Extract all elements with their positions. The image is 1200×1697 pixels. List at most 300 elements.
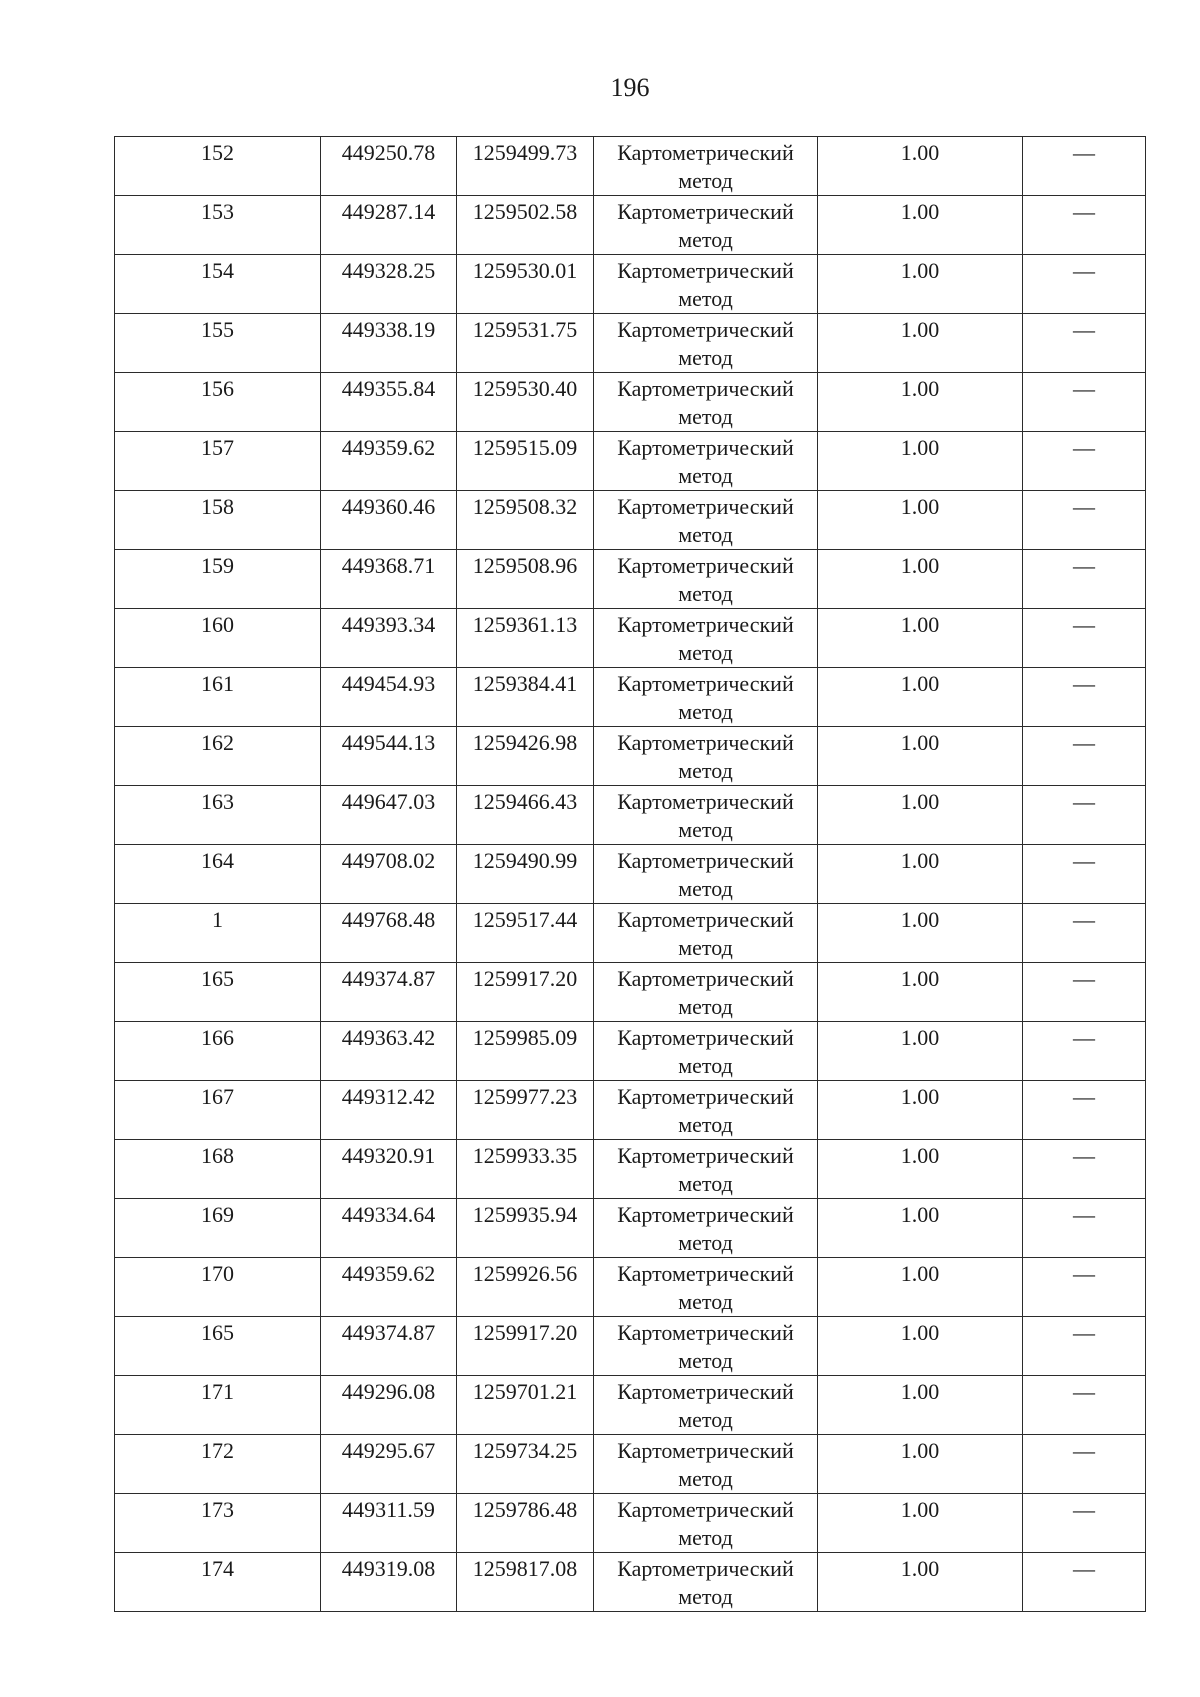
method-cell <box>594 609 818 668</box>
table-row <box>115 1140 1146 1199</box>
note-cell-text: — <box>1073 1084 1095 1109</box>
method-cell <box>594 727 818 786</box>
method-line-2: метод <box>678 1289 733 1314</box>
method-line-2: метод <box>678 758 733 783</box>
point-number-cell <box>115 904 321 963</box>
accuracy-cell-text: 1.00 <box>900 317 940 342</box>
method-line-1: Картометрический <box>617 1497 794 1522</box>
note-cell <box>1023 491 1146 550</box>
accuracy-cell <box>818 1494 1023 1553</box>
point-number-cell-text: 160 <box>201 612 234 637</box>
method-line-1: Картометрический <box>617 789 794 814</box>
accuracy-cell <box>818 845 1023 904</box>
method-cell <box>594 1494 818 1553</box>
table-row <box>115 1081 1146 1140</box>
point-number-cell-text: 169 <box>201 1202 234 1227</box>
method-line-2: метод <box>678 640 733 665</box>
y-coordinate-cell <box>457 1199 594 1258</box>
accuracy-cell <box>818 1199 1023 1258</box>
note-cell-text: — <box>1073 907 1095 932</box>
point-number-cell-text: 153 <box>201 199 234 224</box>
y-coordinate-cell <box>457 1022 594 1081</box>
note-cell <box>1023 786 1146 845</box>
accuracy-cell-text: 1.00 <box>900 848 940 873</box>
method-cell <box>594 432 818 491</box>
point-number-cell <box>115 668 321 727</box>
y-coordinate-cell <box>457 1317 594 1376</box>
y-coordinate-cell-text: 1259701.21 <box>472 1379 578 1404</box>
method-line-2: метод <box>678 876 733 901</box>
x-coordinate-cell <box>321 668 457 727</box>
y-coordinate-cell-text: 1259490.99 <box>472 848 578 873</box>
y-coordinate-cell-text: 1259515.09 <box>472 435 578 460</box>
point-number-cell-text: 161 <box>201 671 234 696</box>
method-cell <box>594 904 818 963</box>
method-cell <box>594 196 818 255</box>
method-line-1: Картометрический <box>617 1202 794 1227</box>
x-coordinate-cell <box>321 963 457 1022</box>
table-row <box>115 786 1146 845</box>
point-number-cell-text: 173 <box>201 1497 234 1522</box>
table-row <box>115 609 1146 668</box>
method-line-2: метод <box>678 1053 733 1078</box>
method-line-2: метод <box>678 1584 733 1609</box>
x-coordinate-cell-text: 449320.91 <box>341 1143 436 1168</box>
method-cell <box>594 1081 818 1140</box>
point-number-cell <box>115 963 321 1022</box>
note-cell-text: — <box>1073 1438 1095 1463</box>
method-line-2: метод <box>678 817 733 842</box>
method-line-1: Картометрический <box>617 199 794 224</box>
method-line-2: метод <box>678 404 733 429</box>
y-coordinate-cell-text: 1259502.58 <box>472 199 578 224</box>
x-coordinate-cell <box>321 1494 457 1553</box>
point-number-cell-text: 162 <box>201 730 234 755</box>
table-row <box>115 314 1146 373</box>
y-coordinate-cell <box>457 432 594 491</box>
table-row <box>115 137 1146 196</box>
accuracy-cell-text: 1.00 <box>900 435 940 460</box>
point-number-cell-text: 168 <box>201 1143 234 1168</box>
note-cell-text: — <box>1073 1025 1095 1050</box>
accuracy-cell-text: 1.00 <box>900 671 940 696</box>
note-cell-text: — <box>1073 730 1095 755</box>
table-row <box>115 904 1146 963</box>
x-coordinate-cell <box>321 1553 457 1612</box>
point-number-cell <box>115 1081 321 1140</box>
y-coordinate-cell-text: 1259517.44 <box>472 907 578 932</box>
point-number-cell <box>115 196 321 255</box>
note-cell <box>1023 196 1146 255</box>
method-line-2: метод <box>678 935 733 960</box>
note-cell <box>1023 1435 1146 1494</box>
x-coordinate-cell-text: 449454.93 <box>341 671 436 696</box>
note-cell-text: — <box>1073 848 1095 873</box>
y-coordinate-cell <box>457 609 594 668</box>
note-cell <box>1023 137 1146 196</box>
method-line-1: Картометрический <box>617 966 794 991</box>
method-line-2: метод <box>678 581 733 606</box>
method-cell <box>594 845 818 904</box>
method-line-1: Картометрический <box>617 1438 794 1463</box>
method-line-1: Картометрический <box>617 1025 794 1050</box>
x-coordinate-cell <box>321 1199 457 1258</box>
point-number-cell <box>115 550 321 609</box>
x-coordinate-cell <box>321 1376 457 1435</box>
y-coordinate-cell-text: 1259935.94 <box>472 1202 578 1227</box>
y-coordinate-cell-text: 1259917.20 <box>472 966 578 991</box>
note-cell-text: — <box>1073 258 1095 283</box>
point-number-cell <box>115 1199 321 1258</box>
point-number-cell <box>115 727 321 786</box>
table-row <box>115 963 1146 1022</box>
note-cell <box>1023 432 1146 491</box>
note-cell <box>1023 845 1146 904</box>
note-cell-text: — <box>1073 1320 1095 1345</box>
note-cell <box>1023 1494 1146 1553</box>
point-number-cell-text: 152 <box>201 140 234 165</box>
y-coordinate-cell-text: 1259499.73 <box>472 140 578 165</box>
note-cell-text: — <box>1073 966 1095 991</box>
x-coordinate-cell <box>321 137 457 196</box>
note-cell-text: — <box>1073 1143 1095 1168</box>
note-cell-text: — <box>1073 612 1095 637</box>
point-number-cell-text: 164 <box>201 848 234 873</box>
method-cell <box>594 137 818 196</box>
x-coordinate-cell <box>321 1435 457 1494</box>
method-line-1: Картометрический <box>617 258 794 283</box>
y-coordinate-cell-text: 1259917.20 <box>472 1320 578 1345</box>
y-coordinate-cell-text: 1259926.56 <box>472 1261 578 1286</box>
x-coordinate-cell <box>321 1140 457 1199</box>
table-row <box>115 1435 1146 1494</box>
note-cell <box>1023 314 1146 373</box>
method-line-2: метод <box>678 1348 733 1373</box>
accuracy-cell-text: 1.00 <box>900 907 940 932</box>
note-cell-text: — <box>1073 1379 1095 1404</box>
point-number-cell-text: 159 <box>201 553 234 578</box>
x-coordinate-cell-text: 449360.46 <box>341 494 436 519</box>
accuracy-cell-text: 1.00 <box>900 966 940 991</box>
table-row <box>115 1022 1146 1081</box>
method-cell <box>594 786 818 845</box>
method-line-1: Картометрический <box>617 494 794 519</box>
y-coordinate-cell <box>457 137 594 196</box>
method-line-2: метод <box>678 994 733 1019</box>
method-line-2: метод <box>678 286 733 311</box>
accuracy-cell <box>818 1022 1023 1081</box>
note-cell <box>1023 904 1146 963</box>
table-row <box>115 491 1146 550</box>
table-row <box>115 255 1146 314</box>
note-cell <box>1023 1022 1146 1081</box>
y-coordinate-cell-text: 1259530.01 <box>472 258 578 283</box>
table-row <box>115 1258 1146 1317</box>
x-coordinate-cell-text: 449708.02 <box>341 848 436 873</box>
x-coordinate-cell <box>321 1258 457 1317</box>
method-line-2: метод <box>678 345 733 370</box>
table-row <box>115 550 1146 609</box>
point-number-cell-text: 155 <box>201 317 234 342</box>
y-coordinate-cell <box>457 491 594 550</box>
table-row <box>115 196 1146 255</box>
x-coordinate-cell <box>321 1317 457 1376</box>
x-coordinate-cell <box>321 373 457 432</box>
method-line-2: метод <box>678 699 733 724</box>
x-coordinate-cell-text: 449374.87 <box>341 966 436 991</box>
method-cell <box>594 1317 818 1376</box>
x-coordinate-cell <box>321 1022 457 1081</box>
y-coordinate-cell <box>457 1553 594 1612</box>
point-number-cell <box>115 1317 321 1376</box>
accuracy-cell <box>818 491 1023 550</box>
point-number-cell-text: 163 <box>201 789 234 814</box>
accuracy-cell <box>818 196 1023 255</box>
note-cell-text: — <box>1073 1497 1095 1522</box>
x-coordinate-cell <box>321 196 457 255</box>
x-coordinate-cell-text: 449250.78 <box>341 140 436 165</box>
note-cell-text: — <box>1073 671 1095 696</box>
method-line-1: Картометрический <box>617 730 794 755</box>
method-line-1: Картометрический <box>617 1556 794 1581</box>
point-number-cell <box>115 137 321 196</box>
method-line-2: метод <box>678 227 733 252</box>
method-cell <box>594 1199 818 1258</box>
x-coordinate-cell-text: 449328.25 <box>341 258 436 283</box>
point-number-cell <box>115 314 321 373</box>
y-coordinate-cell <box>457 1435 594 1494</box>
method-line-1: Картометрический <box>617 376 794 401</box>
method-line-1: Картометрический <box>617 671 794 696</box>
note-cell <box>1023 1258 1146 1317</box>
point-number-cell <box>115 845 321 904</box>
accuracy-cell-text: 1.00 <box>900 553 940 578</box>
method-line-2: метод <box>678 1466 733 1491</box>
accuracy-cell-text: 1.00 <box>900 1025 940 1050</box>
method-line-1: Картометрический <box>617 140 794 165</box>
point-number-cell-text: 165 <box>201 966 234 991</box>
note-cell <box>1023 963 1146 1022</box>
note-cell <box>1023 255 1146 314</box>
method-line-2: метод <box>678 522 733 547</box>
note-cell <box>1023 1553 1146 1612</box>
method-line-1: Картометрический <box>617 1084 794 1109</box>
accuracy-cell-text: 1.00 <box>900 1202 940 1227</box>
note-cell <box>1023 373 1146 432</box>
y-coordinate-cell-text: 1259933.35 <box>472 1143 578 1168</box>
point-number-cell <box>115 1376 321 1435</box>
accuracy-cell <box>818 550 1023 609</box>
point-number-cell <box>115 1494 321 1553</box>
note-cell-text: — <box>1073 1556 1095 1581</box>
y-coordinate-cell-text: 1259426.98 <box>472 730 578 755</box>
point-number-cell-text: 156 <box>201 376 234 401</box>
method-line-2: метод <box>678 1112 733 1137</box>
method-line-1: Картометрический <box>617 1143 794 1168</box>
point-number-cell <box>115 609 321 668</box>
method-line-1: Картометрический <box>617 1379 794 1404</box>
method-line-1: Картометрический <box>617 907 794 932</box>
accuracy-cell <box>818 727 1023 786</box>
point-number-cell-text: 172 <box>201 1438 234 1463</box>
x-coordinate-cell-text: 449311.59 <box>342 1497 435 1522</box>
accuracy-cell <box>818 1140 1023 1199</box>
y-coordinate-cell <box>457 845 594 904</box>
note-cell-text: — <box>1073 553 1095 578</box>
table-row <box>115 1376 1146 1435</box>
x-coordinate-cell <box>321 727 457 786</box>
method-line-2: метод <box>678 1171 733 1196</box>
note-cell <box>1023 1140 1146 1199</box>
y-coordinate-cell-text: 1259508.32 <box>472 494 578 519</box>
x-coordinate-cell-text: 449363.42 <box>341 1025 436 1050</box>
y-coordinate-cell-text: 1259384.41 <box>472 671 578 696</box>
x-coordinate-cell-text: 449359.62 <box>341 1261 436 1286</box>
accuracy-cell-text: 1.00 <box>900 494 940 519</box>
point-number-cell-text: 167 <box>201 1084 234 1109</box>
method-line-2: метод <box>678 463 733 488</box>
accuracy-cell-text: 1.00 <box>900 140 940 165</box>
accuracy-cell <box>818 1081 1023 1140</box>
y-coordinate-cell <box>457 255 594 314</box>
accuracy-cell-text: 1.00 <box>900 199 940 224</box>
x-coordinate-cell-text: 449768.48 <box>341 907 436 932</box>
y-coordinate-cell-text: 1259466.43 <box>472 789 578 814</box>
point-number-cell <box>115 1140 321 1199</box>
point-number-cell-text: 174 <box>201 1556 234 1581</box>
y-coordinate-cell-text: 1259817.08 <box>472 1556 578 1581</box>
x-coordinate-cell <box>321 491 457 550</box>
method-cell <box>594 963 818 1022</box>
x-coordinate-cell-text: 449544.13 <box>341 730 436 755</box>
x-coordinate-cell <box>321 786 457 845</box>
accuracy-cell <box>818 963 1023 1022</box>
method-line-2: метод <box>678 1525 733 1550</box>
y-coordinate-cell <box>457 1376 594 1435</box>
table-row <box>115 668 1146 727</box>
y-coordinate-cell-text: 1259985.09 <box>472 1025 578 1050</box>
table-row <box>115 845 1146 904</box>
y-coordinate-cell <box>457 727 594 786</box>
table-row <box>115 1317 1146 1376</box>
point-number-cell-text: 165 <box>201 1320 234 1345</box>
y-coordinate-cell <box>457 786 594 845</box>
x-coordinate-cell-text: 449312.42 <box>341 1084 436 1109</box>
point-number-cell <box>115 373 321 432</box>
x-coordinate-cell <box>321 609 457 668</box>
method-cell <box>594 1553 818 1612</box>
point-number-cell <box>115 432 321 491</box>
accuracy-cell-text: 1.00 <box>900 1438 940 1463</box>
table-row <box>115 432 1146 491</box>
point-number-cell-text: 157 <box>201 435 234 460</box>
table-row <box>115 1553 1146 1612</box>
x-coordinate-cell-text: 449295.67 <box>341 1438 436 1463</box>
y-coordinate-cell <box>457 314 594 373</box>
point-number-cell <box>115 786 321 845</box>
coordinates-table <box>114 136 1146 1612</box>
table-row <box>115 727 1146 786</box>
note-cell-text: — <box>1073 199 1095 224</box>
method-cell <box>594 1435 818 1494</box>
accuracy-cell <box>818 1376 1023 1435</box>
y-coordinate-cell <box>457 904 594 963</box>
x-coordinate-cell-text: 449319.08 <box>341 1556 436 1581</box>
y-coordinate-cell <box>457 963 594 1022</box>
note-cell-text: — <box>1073 789 1095 814</box>
point-number-cell <box>115 1022 321 1081</box>
note-cell-text: — <box>1073 317 1095 342</box>
table-row <box>115 1494 1146 1553</box>
y-coordinate-cell-text: 1259508.96 <box>472 553 578 578</box>
point-number-cell <box>115 491 321 550</box>
y-coordinate-cell <box>457 550 594 609</box>
point-number-cell <box>115 1258 321 1317</box>
method-line-1: Картометрический <box>617 848 794 873</box>
y-coordinate-cell <box>457 668 594 727</box>
x-coordinate-cell <box>321 845 457 904</box>
point-number-cell-text: 166 <box>201 1025 234 1050</box>
method-line-1: Картометрический <box>617 435 794 460</box>
point-number-cell <box>115 255 321 314</box>
x-coordinate-cell-text: 449393.34 <box>341 612 436 637</box>
table-row <box>115 1199 1146 1258</box>
method-line-1: Картометрический <box>617 1320 794 1345</box>
method-cell <box>594 314 818 373</box>
method-line-2: метод <box>678 1407 733 1432</box>
x-coordinate-cell-text: 449647.03 <box>341 789 436 814</box>
method-cell <box>594 255 818 314</box>
note-cell-text: — <box>1073 435 1095 460</box>
method-line-1: Картометрический <box>617 1261 794 1286</box>
x-coordinate-cell <box>321 550 457 609</box>
point-number-cell-text: 158 <box>201 494 234 519</box>
y-coordinate-cell <box>457 1140 594 1199</box>
accuracy-cell-text: 1.00 <box>900 1556 940 1581</box>
y-coordinate-cell-text: 1259786.48 <box>472 1497 578 1522</box>
point-number-cell-text: 170 <box>201 1261 234 1286</box>
note-cell <box>1023 1317 1146 1376</box>
y-coordinate-cell-text: 1259361.13 <box>472 612 578 637</box>
accuracy-cell <box>818 1435 1023 1494</box>
method-cell <box>594 1258 818 1317</box>
y-coordinate-cell <box>457 1081 594 1140</box>
accuracy-cell <box>818 1258 1023 1317</box>
x-coordinate-cell-text: 449338.19 <box>341 317 436 342</box>
note-cell <box>1023 1376 1146 1435</box>
accuracy-cell-text: 1.00 <box>900 1379 940 1404</box>
accuracy-cell-text: 1.00 <box>900 1143 940 1168</box>
x-coordinate-cell <box>321 1081 457 1140</box>
accuracy-cell <box>818 432 1023 491</box>
note-cell-text: — <box>1073 376 1095 401</box>
accuracy-cell-text: 1.00 <box>900 730 940 755</box>
accuracy-cell <box>818 255 1023 314</box>
x-coordinate-cell <box>321 432 457 491</box>
y-coordinate-cell-text: 1259531.75 <box>472 317 578 342</box>
method-line-1: Картометрический <box>617 612 794 637</box>
method-line-2: метод <box>678 1230 733 1255</box>
note-cell <box>1023 668 1146 727</box>
note-cell <box>1023 550 1146 609</box>
method-line-1: Картометрический <box>617 553 794 578</box>
page-number: 196 <box>610 73 650 102</box>
y-coordinate-cell <box>457 1258 594 1317</box>
note-cell <box>1023 609 1146 668</box>
method-cell <box>594 668 818 727</box>
accuracy-cell <box>818 137 1023 196</box>
accuracy-cell-text: 1.00 <box>900 1320 940 1345</box>
